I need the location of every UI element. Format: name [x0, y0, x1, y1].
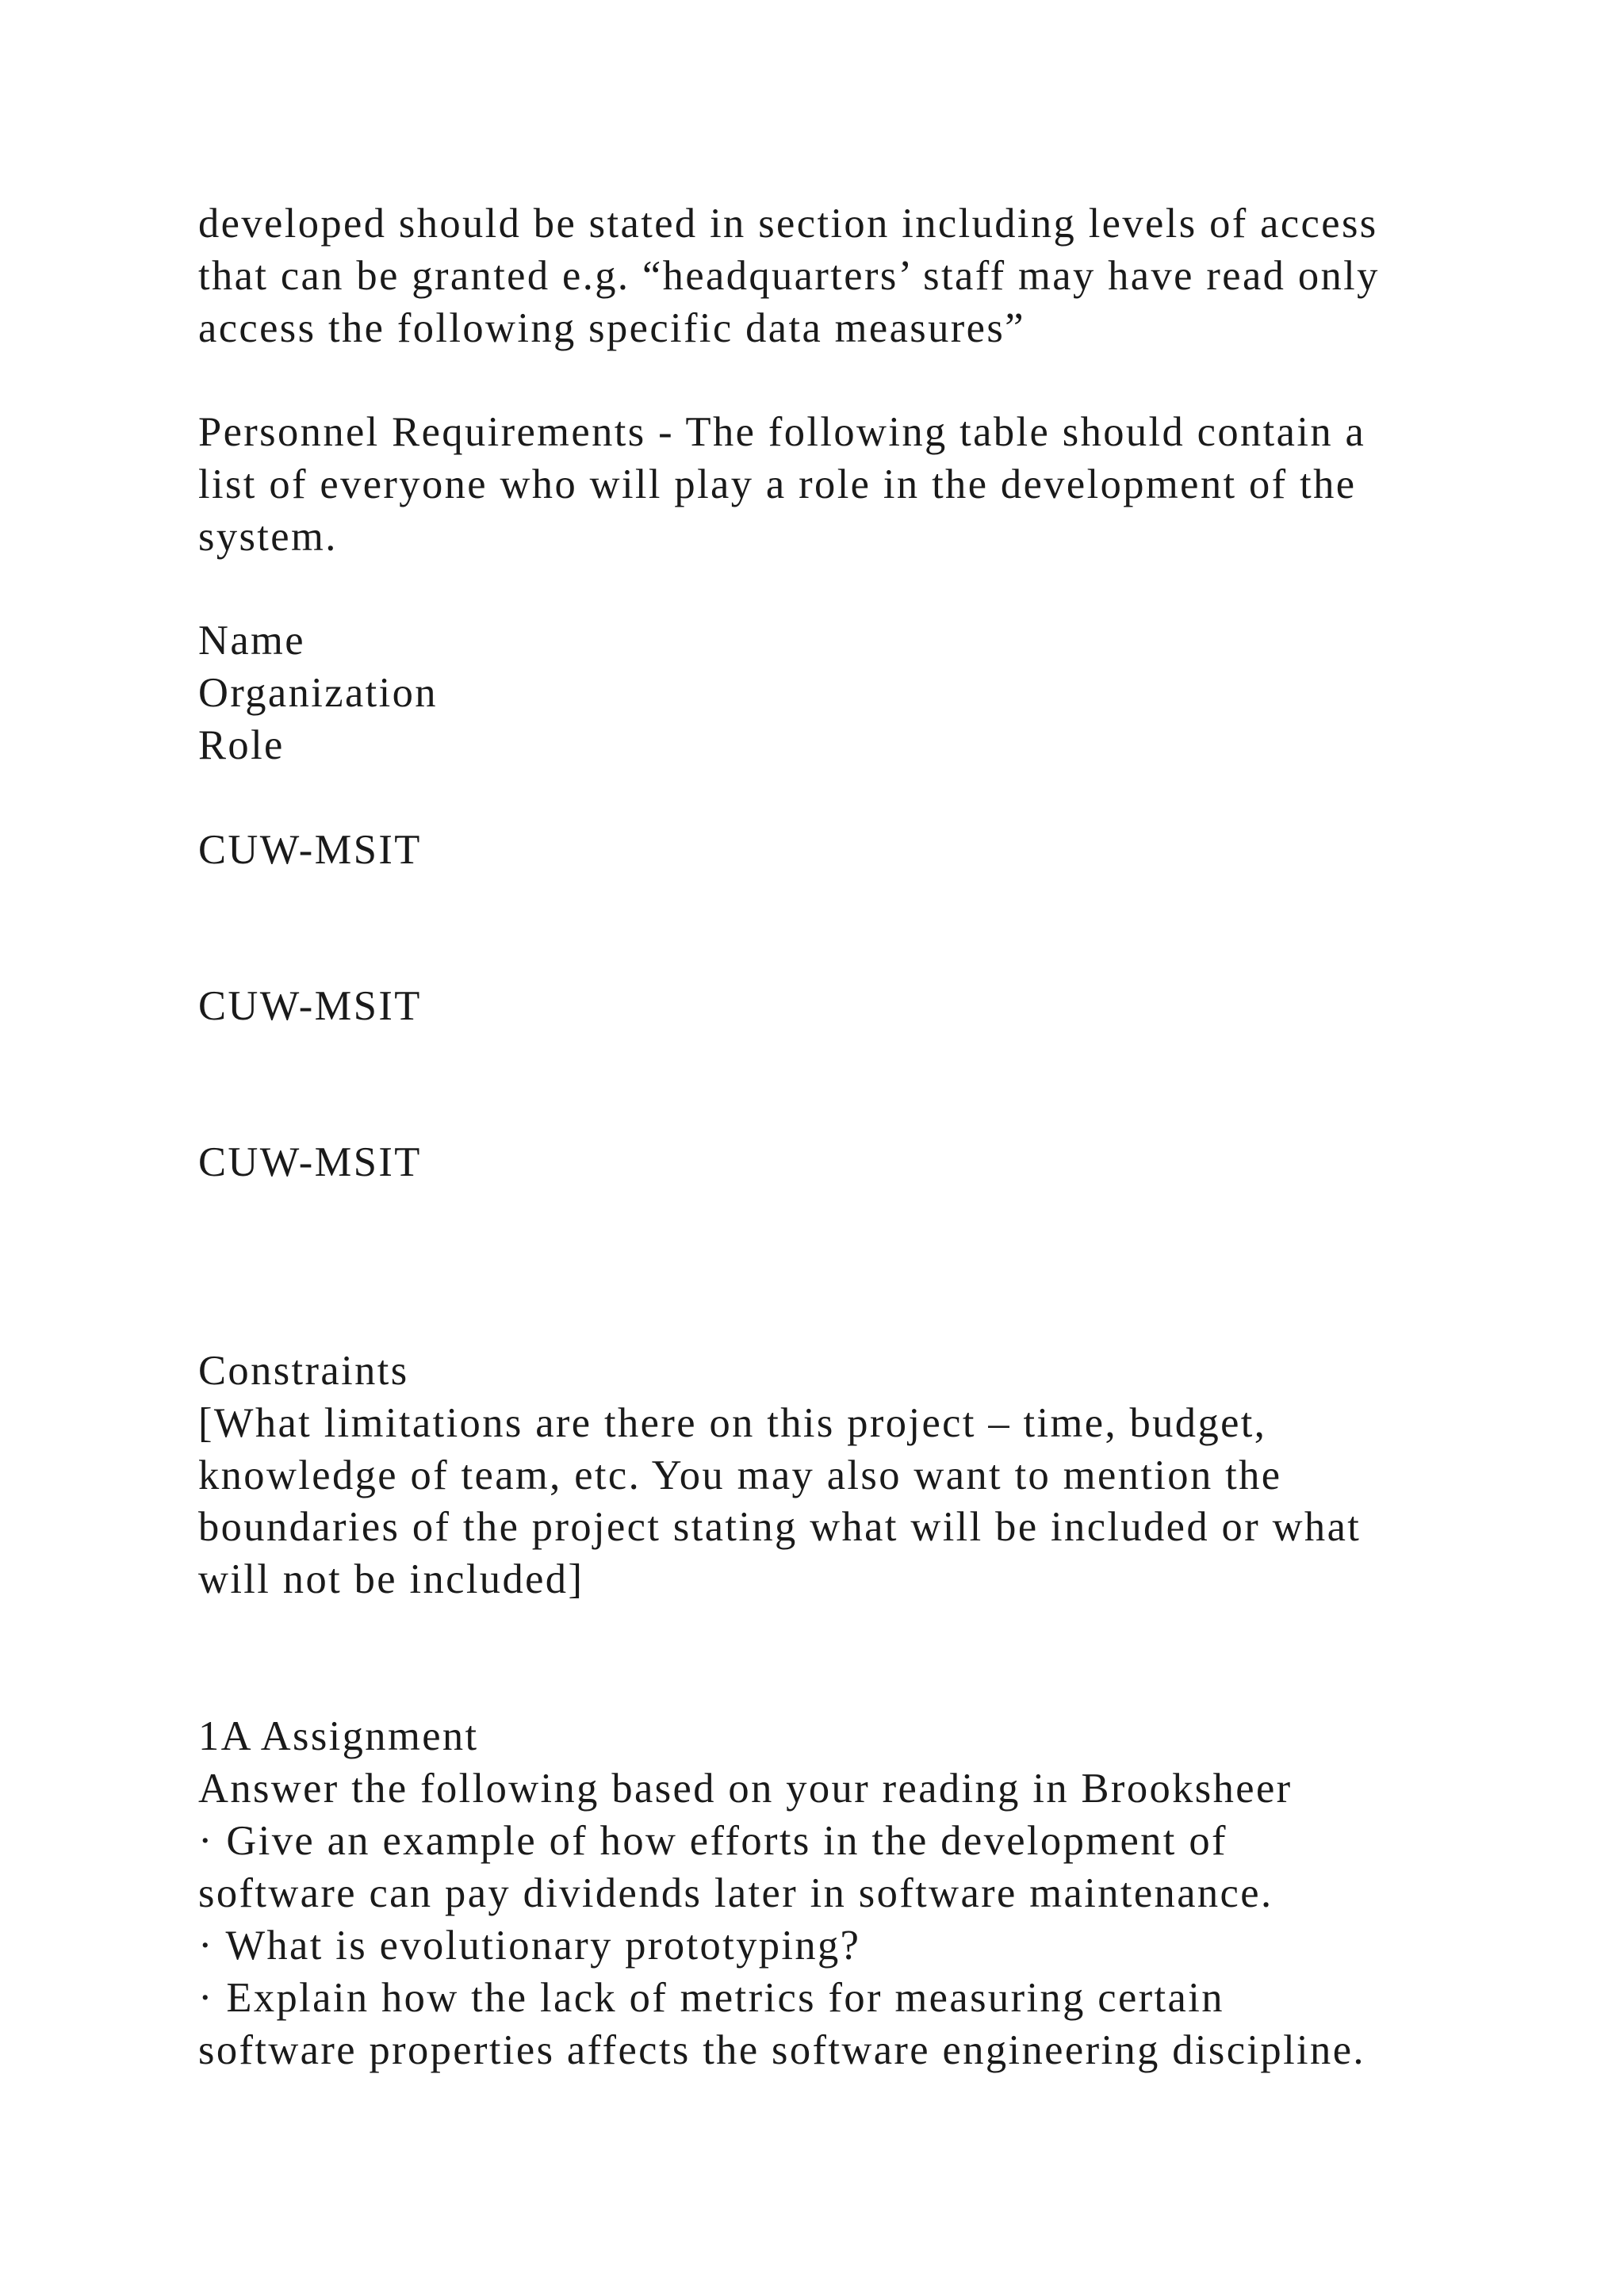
personnel-paragraph-line: system. — [198, 514, 338, 560]
access-paragraph-line: developed should be stated in section including levels of access — [198, 201, 1378, 247]
access-paragraph-line: that can be granted e.g. “headquarters’ staff may have read only — [198, 253, 1380, 299]
table-row-organization: CUW-MSIT — [198, 1139, 422, 1185]
table-row-organization: CUW-MSIT — [198, 983, 422, 1029]
table-header-organization: Organization — [198, 670, 438, 716]
table-row-organization: CUW-MSIT — [198, 827, 422, 873]
assignment-line: · Give an example of how efforts in the development of — [198, 1818, 1228, 1864]
assignment-intro: Answer the following based on your reading in Brooksheer — [198, 1766, 1293, 1812]
assignment-line: · Explain how the lack of metrics for measuring certain — [198, 1975, 1224, 2021]
assignment-line: software properties affects the software engineering discipline. — [198, 2027, 1365, 2073]
constraints-paragraph-line: [What limitations are there on this project – time, budget, — [198, 1400, 1267, 1446]
constraints-heading: Constraints — [198, 1348, 409, 1394]
constraints-paragraph-line: boundaries of the project stating what will be included or what — [198, 1504, 1362, 1550]
table-header-name: Name — [198, 618, 305, 664]
assignment-line: software can pay dividends later in software maintenance. — [198, 1870, 1274, 1916]
personnel-paragraph-line: list of everyone who will play a role in the development of the — [198, 461, 1357, 507]
assignment-heading: 1A Assignment — [198, 1713, 479, 1759]
access-paragraph-line: access the following specific data measures” — [198, 305, 1025, 351]
constraints-paragraph-line: knowledge of team, etc. You may also want to mention the — [198, 1452, 1282, 1498]
constraints-paragraph-line: will not be included] — [198, 1556, 584, 1602]
personnel-paragraph-line: Personnel Requirements - The following table should contain a — [198, 409, 1366, 455]
table-header-role: Role — [198, 722, 285, 768]
assignment-line: · What is evolutionary prototyping? — [198, 1923, 861, 1969]
